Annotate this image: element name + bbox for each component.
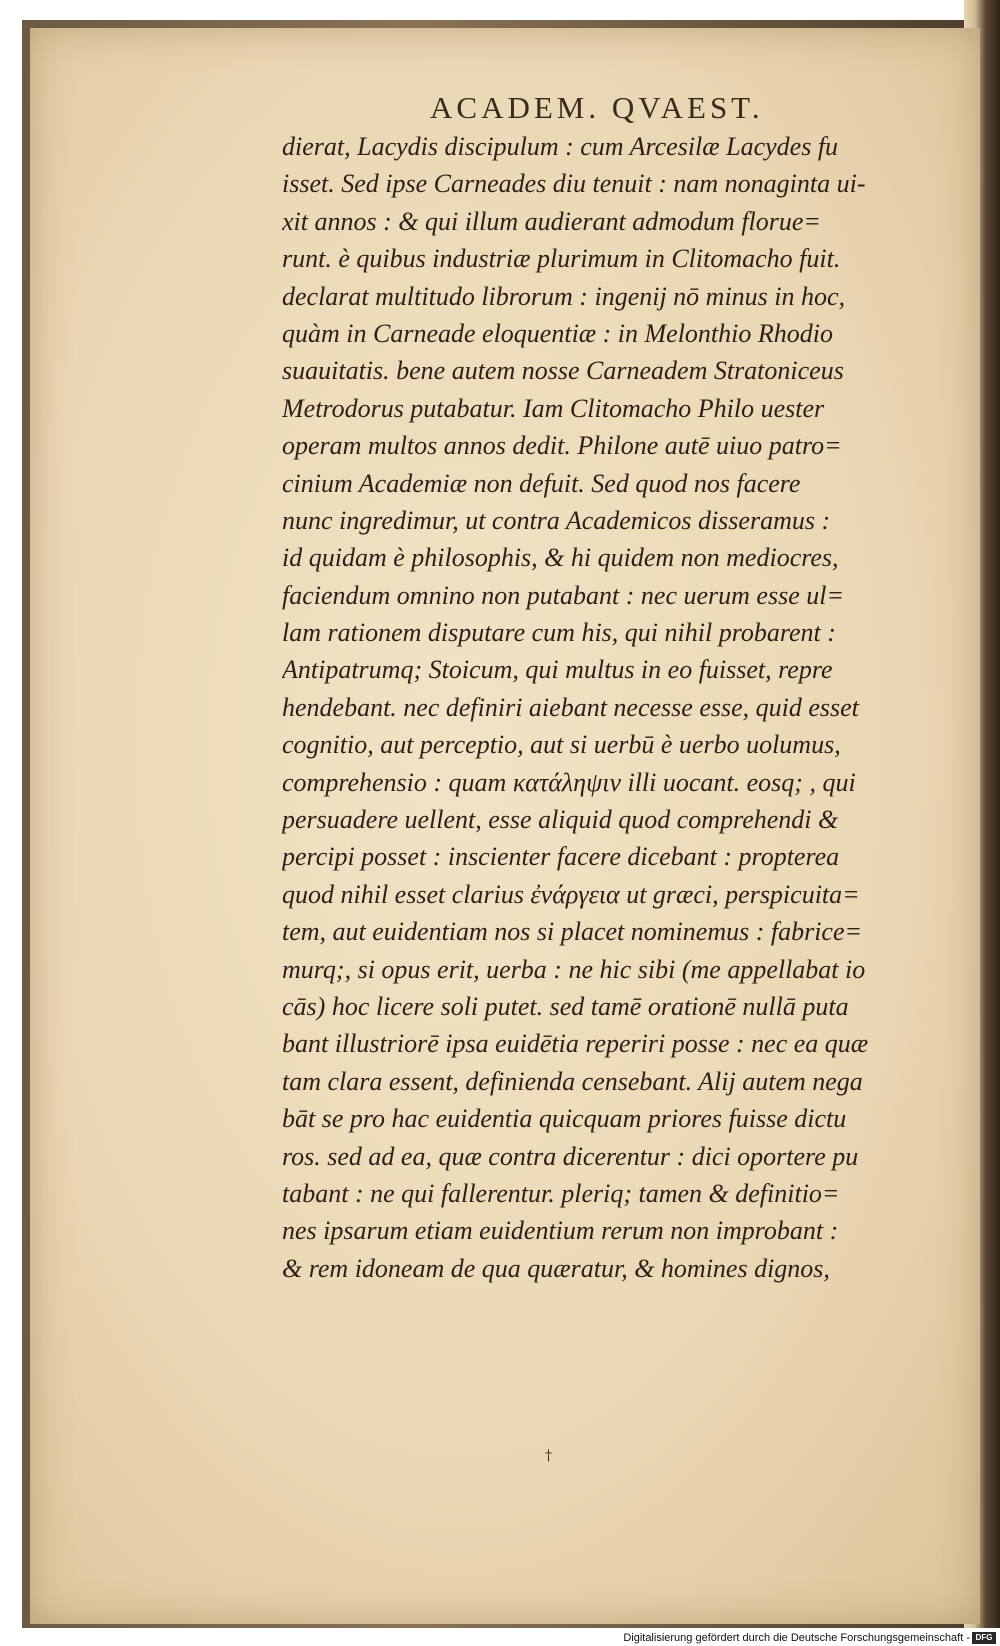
text-line: Metrodorus putabatur. Iam Clitomacho Philo uester (282, 393, 825, 423)
text-line: cognitio, aut perceptio, aut si uerbū è uerbo uolumus, (282, 730, 841, 760)
text-line: operam multos annos dedit. Philone autē uiuo patro= (282, 431, 842, 461)
text-line: Antipatrumq; Stoicum, qui multus in eo fuisset, repre (282, 655, 833, 685)
text-line: declarat multitudo librorum : ingenij nō minus in hoc, (282, 281, 846, 311)
running-head: ACADEM. QVAEST. (430, 90, 764, 125)
text-line: bant illustriorē ipsa euidētia reperiri posse : nec ea quæ (282, 1029, 869, 1059)
text-line: id quidam è philosophis, & hi quidem non mediocres, (282, 543, 839, 573)
footer-bar (0, 1628, 1000, 1646)
text-line: persuadere uellent, esse aliquid quod comprehendi & (282, 805, 839, 835)
text-line: bāt se pro hac euidentia quicquam priores fuisse dictu (282, 1104, 847, 1134)
text-line: dierat, Lacydis discipulum : cum Arcesilæ Lacydes fu (282, 132, 839, 161)
text-line: nes ipsarum etiam euidentium rerum non improbant : (282, 1216, 839, 1246)
text-line: ros. sed ad ea, quæ contra dicerentur : dici oportere pu (282, 1141, 859, 1171)
funding-credit: Digitalisierung gefördert durch die Deutsche Forschungsgemeinschaft - (623, 1632, 970, 1644)
text-line: tam clara essent, definienda censebant. Alij autem nega (282, 1066, 863, 1096)
text-line: faciendum omnino non putabant : nec uerum esse ul= (282, 580, 845, 610)
text-line: comprehensio : quam κατάληψιν illi uocant. eosq; , qui (282, 767, 856, 797)
dfg-logo: DFG (972, 1632, 996, 1644)
text-body (282, 128, 922, 1287)
text-line: quàm in Carneade eloquentiæ : in Melonthio Rhodio (282, 318, 833, 348)
text-line: percipi posset : inscienter facere dicebant : propterea (282, 842, 840, 872)
text-line: cinium Academiæ non defuit. Sed quod nos facere (282, 468, 801, 498)
text-line: lam rationem disputare cum his, qui nihil probarent : (282, 618, 836, 648)
text-line: tabant : ne qui fallerentur. pleriq; tamen & definitio= (282, 1178, 840, 1208)
text-line: quod nihil esset clarius ἐνάργεια ut græci, perspicuita= (282, 879, 860, 909)
text-line: hendebant. nec definiri aiebant necesse esse, quid esset (282, 692, 859, 722)
text-line: tem, aut euidentiam nos si placet nominemus : fabrice= (282, 917, 863, 947)
text-line: suauitatis. bene autem nosse Carneadem Stratoniceus (282, 356, 844, 386)
text-line: runt. è quibus industriæ plurimum in Clitomacho fuit. (282, 244, 841, 274)
text-line: murq;, si opus erit, uerba : ne hic sibi (me appellabat io (282, 954, 866, 984)
text-line: nunc ingredimur, ut contra Academicos disseramus : (282, 505, 831, 535)
text-line: cās) hoc licere soli putet. sed tamē orationē nullā puta (282, 991, 849, 1021)
page-mark: † (545, 1448, 552, 1464)
text-line: xit annos : & qui illum audierant admodum florue= (282, 206, 821, 236)
text-line: isset. Sed ipse Carneades diu tenuit : nam nonaginta ui- (282, 169, 866, 199)
text-line: & rem idoneam de qua quæratur, & homines dignos, (282, 1253, 830, 1283)
